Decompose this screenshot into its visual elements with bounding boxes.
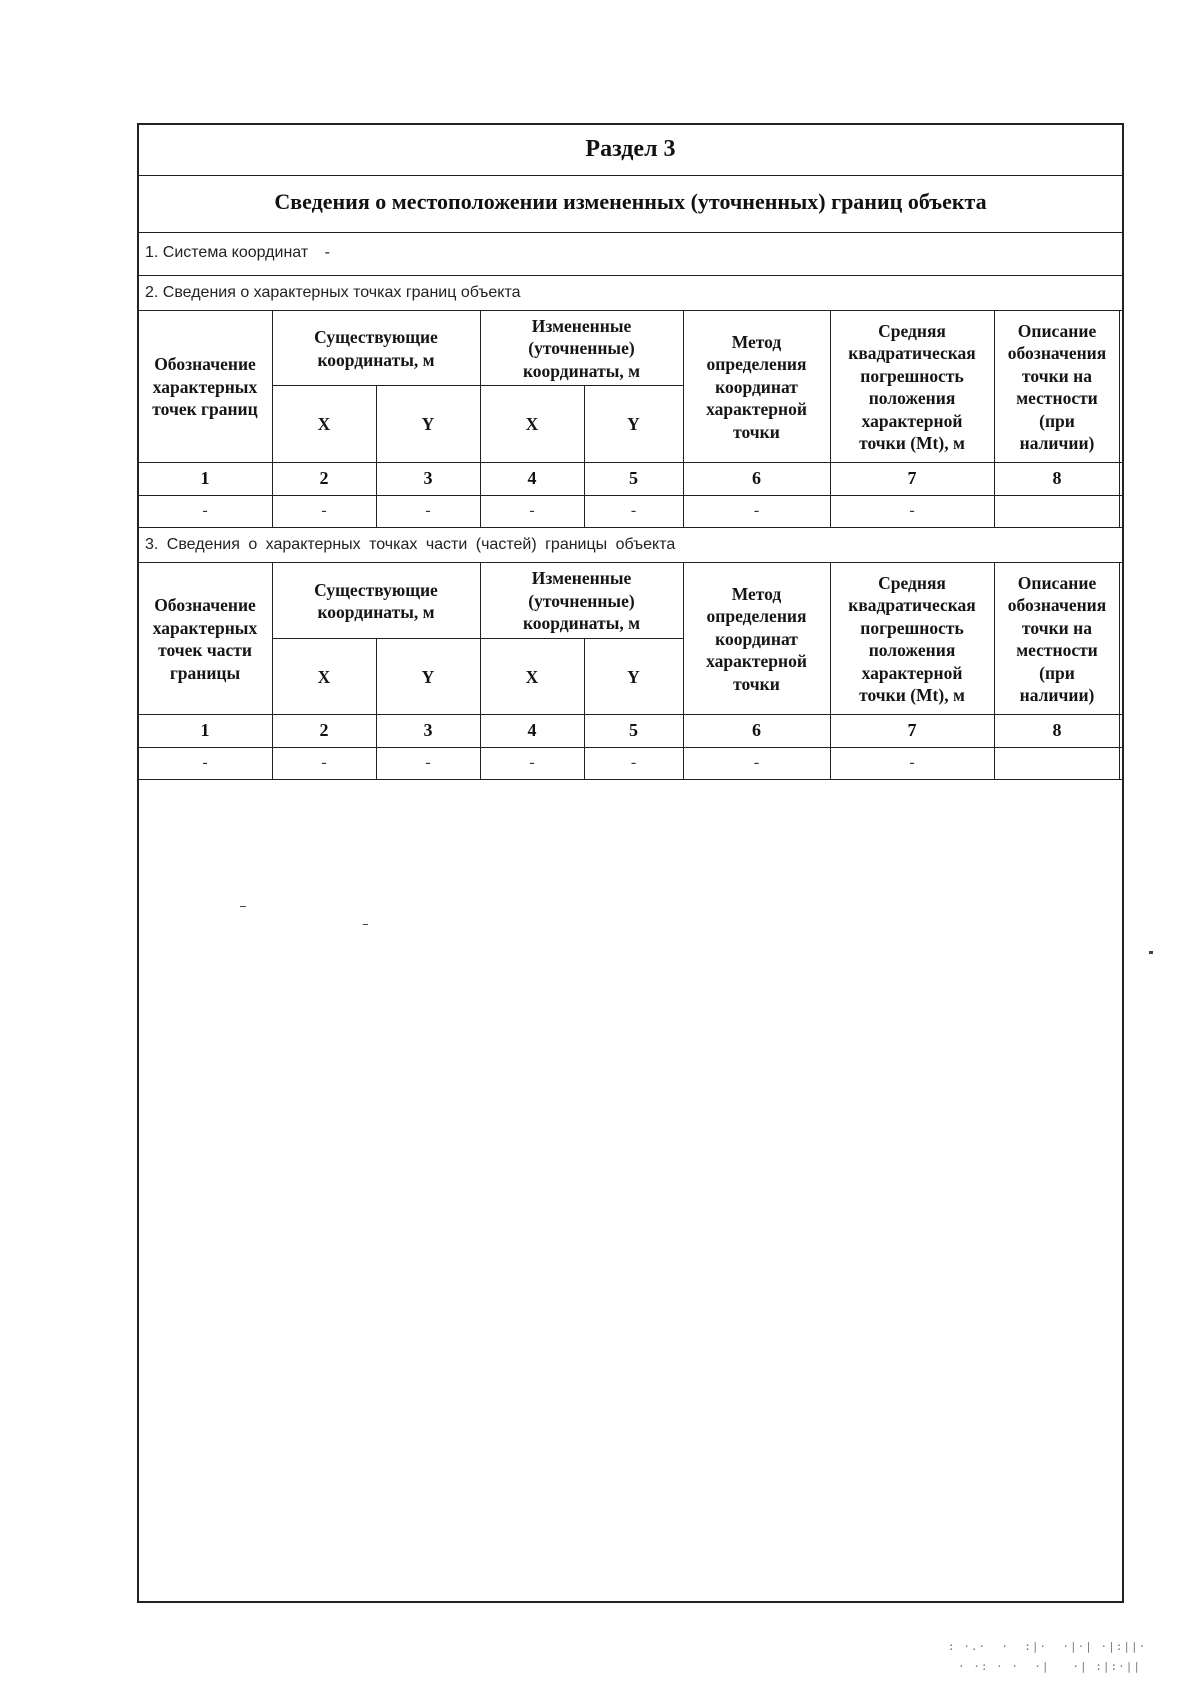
column-number: 8 [1052, 468, 1062, 488]
scan-noise: · ·: · · ·| ·| :|:·|| [958, 1660, 1141, 1673]
table-cell: - [909, 502, 915, 519]
coordinate-system-value: - [324, 244, 330, 261]
column-number: 2 [319, 720, 329, 740]
coordinate-system-row [145, 244, 330, 262]
table-cell: - [425, 754, 431, 771]
header-changed-coordinates: Измененные (уточненные) координаты, м [522, 315, 641, 381]
column-number: 2 [319, 468, 329, 488]
coordinate-system-label: 1. Система координат [145, 244, 309, 261]
table-cell: - [529, 502, 535, 519]
table-cell: - [321, 502, 327, 519]
column-number: 4 [527, 720, 537, 740]
column-number: 7 [907, 720, 917, 740]
rule [138, 562, 1123, 563]
section-title: Раздел 3 [585, 136, 676, 162]
column-number: 1 [200, 720, 210, 740]
scan-speck [240, 906, 246, 907]
table-cell: - [753, 502, 760, 519]
header-changed-coordinates: Измененные (уточненные) координаты, м [522, 568, 641, 634]
header-description: Описание обозначения точки на местности (при наличии) [1007, 572, 1107, 705]
column-number: 3 [423, 720, 433, 740]
rule [138, 232, 1123, 233]
header-existing-y: Y [421, 666, 435, 687]
column-number: 8 [1052, 720, 1062, 740]
grid-line [138, 779, 1123, 780]
header-existing-coordinates: Существующие координаты, м [314, 579, 438, 622]
header-existing-y: Y [421, 414, 435, 435]
column-number: 6 [752, 468, 761, 488]
header-changed-y: Y [627, 414, 640, 435]
column-number: 4 [527, 468, 537, 488]
column-number: 1 [200, 468, 210, 488]
header-mean-square-error: Средняя квадратическая погрешность положения характерной точки (Mt), м [848, 572, 976, 705]
rule [138, 275, 1123, 276]
column-number: 3 [423, 468, 433, 488]
table-cell: - [202, 754, 208, 771]
column-number: 5 [629, 468, 638, 488]
grid-line [272, 385, 683, 386]
header-designation: Обозначение характерных точек части границы [152, 595, 258, 683]
header-method: Метод определения координат характерной точки [706, 331, 807, 442]
header-existing-x: X [317, 666, 331, 687]
table-cell [994, 747, 1120, 779]
header-existing-x: X [317, 414, 331, 435]
table-cell: - [909, 754, 915, 771]
header-changed-x: X [525, 414, 539, 435]
table-cell [994, 495, 1120, 527]
table-2-caption: 3. Сведения о характерных точках части (частей) границы объекта [145, 536, 676, 553]
grid-line [138, 527, 1123, 528]
table-cell: - [425, 502, 431, 519]
header-mean-square-error: Средняя квадратическая погрешность положения характерной точки (Mt), м [848, 320, 976, 453]
table-cell: - [321, 754, 327, 771]
header-method: Метод определения координат характерной точки [706, 583, 807, 694]
header-description: Описание обозначения точки на местности (при наличии) [1007, 320, 1107, 453]
table-cell: - [630, 754, 637, 771]
scan-noise: : ·.· · :|· ·|·| ·|:||· [948, 1640, 1147, 1653]
rule [138, 175, 1123, 176]
header-changed-y: Y [627, 666, 640, 687]
section-subtitle: Сведения о местоположении измененных (уточненных) границ объекта [274, 189, 987, 214]
scan-speck [1149, 951, 1153, 954]
table-cell: - [630, 502, 637, 519]
table-cell: - [529, 754, 535, 771]
table-1-caption: 2. Сведения о характерных точках границ объекта [145, 284, 521, 301]
header-designation: Обозначение характерных точек границ [152, 354, 258, 420]
table-cell: - [202, 502, 208, 519]
header-existing-coordinates: Существующие координаты, м [314, 327, 438, 370]
scan-speck [363, 924, 368, 925]
grid-line [272, 638, 683, 639]
column-number: 6 [752, 720, 761, 740]
header-changed-x: X [525, 666, 539, 687]
table-cell: - [753, 754, 760, 771]
rule [138, 310, 1123, 311]
column-number: 7 [907, 468, 917, 488]
column-number: 5 [629, 720, 638, 740]
